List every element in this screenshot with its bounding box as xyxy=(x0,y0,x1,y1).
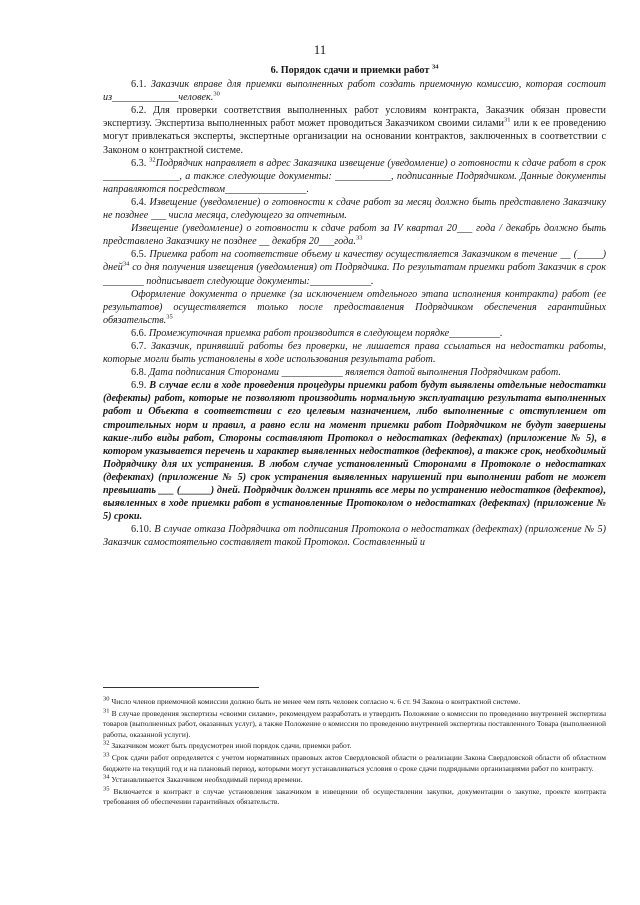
footnote-ref: 34 xyxy=(122,261,130,269)
clause-6-4: 6.4. Извещение (уведомление) о готовности к сдаче работ за месяц должно быть представлено Заказчику не позднее ___ числа месяца, следующего за отчетным. xyxy=(103,196,607,222)
clause-6-1: 6.1. Заказчик вправе для приемки выполненных работ создать приемочную комиссию, которая состоит из_____________человек.$^{30}$ xyxy=(103,79,606,104)
section-heading: 6. Порядок сдачи и приемки работ $^{34}$ xyxy=(270,63,439,76)
clause-6-8: 6.8. Дата подписания Сторонами ____________ является датой выполнения Подрядчиком работ. xyxy=(131,367,561,379)
page-number: 11 xyxy=(313,42,327,57)
clause-6-10: 6.10. В случае отказа Подрядчика от подписания Протокола о недостатках (дефектах) (приложение № 5) Заказчик самостоятельно составляет такой Протокол. Составленный и xyxy=(103,524,607,549)
document-body xyxy=(103,64,606,549)
footnote-ref: 35 xyxy=(166,313,173,321)
clause-6-5: 6.5. Приемка работ на соответствие объему и качеству осуществляется Заказчиком в течение __ (_____) дней$^{34}$ со дня получения извещения (уведомления) от Подрядчика. По результатам приемки работ Заказчик в срок ________ подписывает следующие документы:____________. xyxy=(103,249,606,287)
footnote-ref: 32 xyxy=(149,156,156,164)
footnote-31: $^{31}$ В случае проведения экспертизы «своими силами», рекомендуем разработать и утвердить Положение о комиссии по проведению внутренней экспертизы товаров (выполненных работ, оказанных услуг), а также Положение о комиссии по проведению внутренней экспертизы поставленного Товара (выполненной работы, оказанной услуги). xyxy=(103,707,607,739)
footnote-34: $^{34}$ Устанавливается Заказчиком необходимый период времени. xyxy=(103,773,303,785)
footnote-ref: 33 xyxy=(355,234,363,242)
footnote-35: $^{35}$ Включается в контракт в случае установления заказчиком в извещении об осуществлении закупки, документации о закупке, проекте контракта требования об обеспечении гарантийных обязательств. xyxy=(103,785,607,807)
clause-6-4-quarter: Извещение (уведомление) о готовности к сдаче работ за IV квартал 20___ года / декабрь должно быть представлено Заказчику не позднее __ декабря 20___года.$^{33}$ xyxy=(103,223,606,248)
footnote-33: $^{33}$ Срок сдачи работ определяется с учетом нормативных правовых актов Свердловской области о реализации Закона Свердловской области об областном бюджете на текущий год и на плановый период, которыми могут устанавливаться условия о сроке сдачи подрядными организациями работ по контракту. xyxy=(103,751,606,773)
footnote-30: $^{30}$ Число членов приемочной комиссии должно быть не менее чем пять человек согласно ч. 6 ст. 94 Закона о контрактной системе. xyxy=(103,695,521,706)
footnote-ref: 31 xyxy=(503,116,511,124)
clause-6-7: 6.7. Заказчик, принявший работы без проверки, не лишается права ссылаться на недостатки работы, которые могли быть установлены в ходе использования результата работ. xyxy=(103,340,606,366)
clause-6-9: 6.9. В случае если в ходе проведения процедуры приемки работ будут выявлены отдельные недостатки (дефекты) работ, которые не позволяют производить нормальную эксплуатацию результата выполненных работ и Объекта в соответствии с его целевым назначением, либо выполненные с отступлением от строительных норм и правил, а равно если на момент приемки работ Подрядчиком не будут завершены какие-либо виды работ, Стороны составляют Протокол о недостатках (дефектах) (приложение № 5), в котором указывается перечень и характер выявленных недостатков (дефектов), а также срок, необходимый Подрядчику для их устранения. В любом случае установленный Сторонами в Протоколе о недостатках (дефектах) (приложение № 5) срок устранения выявленных нарушений при выполнении работ не может превышать ___ (______) дней. Подрядчик должен принять все меры по устранению недостатков (дефектов), выявленных в ходе приемки работ в установленные Протоколом о недостатках (дефектах) (приложение № 5) сроки. xyxy=(103,380,606,523)
footnotes xyxy=(103,697,606,809)
footnote-divider xyxy=(103,687,259,688)
footnote-ref: 34 xyxy=(431,63,439,71)
clause-6-2: 6.2. Для проверки соответствия выполненных работ условиям контракта, Заказчик обязан провести экспертизу. Экспертиза выполненных работ может проводиться Заказчиком своими силами$^{31}$ или к ее проведению могут привлекаться эксперты, экспертные организации на основании контрактов, заключенных в соответствии с Законом о контрактной системе. xyxy=(103,105,606,156)
footnote-ref: 30 xyxy=(213,90,220,98)
footnote-32: $^{32}$ Заказчиком может быть предусмотрен иной порядок сдачи, приемки работ. xyxy=(103,739,352,751)
clause-6-6: 6.6. Промежуточная приемка работ производится в следующем порядке__________. xyxy=(131,327,503,339)
clause-6-3: 6.3. $^{32}$Подрядчик направляет в адрес Заказчика извещение (уведомление) о готовности к сдаче работ в срок _______________, а также следующие документы: ___________, подписанные Подрядчиком. Данные документы направляются посредством________________. xyxy=(103,156,606,195)
clause-6-5-guarantee: Оформление документа о приемке (за исключением отдельного этапа исполнения контракта) работ (ее результатов) осуществляется только после предоставления Подрядчиком обеспечения гарантийных обязательств.$^{35}$ xyxy=(103,288,606,326)
